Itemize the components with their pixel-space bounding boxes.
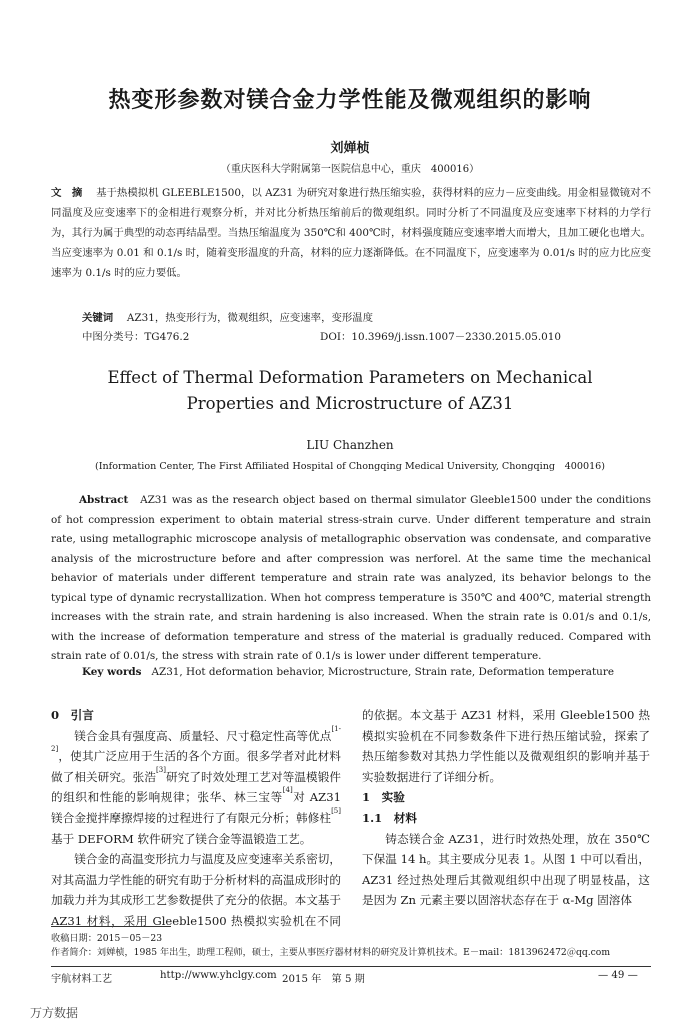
section-heading-experiment: 1 实验 — [362, 790, 405, 805]
paper-title-cn: 热变形参数对镁合金力学性能及微观组织的影响 — [108, 87, 592, 113]
keywords-text-cn: AZ31，热变形行为，微观组织，应变速率，变形温度 — [126, 312, 374, 324]
classification-label: 中图分类号： — [82, 331, 145, 343]
doi: DOI：10.3969/j.issn.1007－2330.2015.05.010 — [320, 331, 562, 343]
footer-divider — [51, 966, 651, 967]
keywords-en — [82, 666, 652, 678]
abstract-label-en: Abstract — [79, 494, 129, 506]
keywords-label-cn: 关键词 — [82, 312, 114, 324]
affiliation-en: (Information Center, The First Affiliated Hospital of Chongqing Medical University, Chongqing 400016) — [94, 461, 606, 472]
abstract-label-cn: 文 摘 — [51, 187, 83, 199]
paper-title-en — [0, 365, 700, 417]
keywords-text-en: AZ31, Hot deformation behavior, Microstructure, Strain rate, Deformation temperature — [151, 666, 614, 678]
citation-ref: [5] — [331, 806, 341, 815]
citation-ref: [4] — [282, 786, 293, 795]
watermark: 万方数据 — [30, 1006, 79, 1020]
section-heading-material: 1.1 材料 — [362, 810, 417, 825]
footer-page-number: — 49 — — [598, 970, 638, 981]
footnote-received: 收稿日期：2015－05－23 — [51, 933, 163, 944]
keywords-cn — [82, 309, 652, 327]
abstract-text-cn: 基于热模拟机 GLEEBLE1500，以 AZ31 为研究对象进行热压缩实验，获得材料的应力－应变曲线。用金相显微镜对不同温度及应变速率下的金相进行观察分析，并对比分析热压缩前后的微观组织。同时分析了不同温度及应变速率下材料的力学行为，其行为属于典型的动态再结晶型。当热压缩温度为 350℃和 400℃时，材料强度随应变速率增大而增大，且加工硬化也增大。当应变速率为 0.01 和 0.1/s 时，随着变形温度的升高，材料的应力逐渐降低。在不同温度下，应变速率为 0.01/s 时的应力比应变速率为 0.1/s 时的应力要低。 — [51, 187, 651, 279]
classification-code: TG476.2 — [144, 331, 190, 343]
footer-issue: 2015 年 第 5 期 — [282, 974, 365, 985]
keywords-label-en: Key words — [82, 666, 142, 678]
footer-url[interactable]: http://www.yhclgy.com — [160, 970, 277, 981]
title-en-line1: Effect of Thermal Deformation Parameters on Mechanical — [107, 368, 593, 387]
citation-ref: [1-2] — [51, 724, 341, 754]
footnote-divider — [51, 926, 171, 927]
abstract-en — [51, 491, 651, 667]
affiliation-cn: （重庆医科大学附属第一医院信息中心，重庆 400016） — [220, 164, 480, 175]
abstract-cn — [51, 183, 651, 283]
classification-cn — [82, 328, 189, 343]
intro-paragraph-2: 镁合金的高温变形抗力与温度及应变速率关系密切，对其高温力学性能的研究有助于分析材料的高温成形时的加载力并为其成形工艺参数提供了充分的依据。本文基于 AZ31 材料，采用 Gleeble1500 热模拟实验机在不同 — [51, 852, 341, 928]
title-en-line2: Properties and Microstructure of AZ31 — [186, 394, 514, 413]
intro-paragraph-2-continued: 的依据。本文基于 AZ31 材料，采用 Gleeble1500 热模拟实验机在不同参数条件下进行热压缩试验，探索了热压缩参数对其热力学性能以及微观组织的影响并基于实验数据进行了详细分析。 — [362, 708, 650, 784]
footer-journal: 宇航材料工艺 — [51, 974, 113, 985]
author-name-en: LIU Chanzhen — [306, 438, 394, 452]
intro-paragraph-1: 镁合金具有强度高、质量轻、尺寸稳定性高等优点[1-2]，使其广泛应用于生活的各个方面。很多学者对此材料做了相关研究。张浩[3]研究了时效处理工艺对等温模锻件的组织和性能的影响规律；张华、林三宝等[4]对 AZ31 镁合金搅拌摩擦焊接的过程进行了有限元分析；韩修柱[5]基于 DEFORM 软件研究了镁合金等温锻造工艺。 — [51, 724, 341, 846]
body-column-left — [51, 705, 341, 931]
author-name-cn: 刘婵桢 — [330, 141, 370, 156]
body-column-right — [362, 705, 650, 911]
abstract-text-en: AZ31 was as the research object based on thermal simulator Gleeble1500 under the conditions of hot compression experiment to obtain material stress-strain curve. Under different temperature and strain rate, using metallographic microscope analysis of metallographic observation was condensate, and comparative analysis of the microstructure before and after compression was nerforel. At the same time the mechanical behavior of materials under different temperature and strain rate was analyzed, its behavior belongs to the typical type of dynamic recrystallization. When hot compress temperature is 350℃ and 400℃, material strength increases with the strain rate, and strain hardening is also increased. When the strain rate is 0.01/s and 0.1/s, with the increase of deformation temperature and stress of the material is gradually reduced. Compared with strain rate of 0.01/s, the stress with strain rate of 0.1/s is lower under different temperature. — [51, 494, 651, 662]
footnote-author-info: 作者简介：刘婵桢，1985 年出生，助理工程师，硕士，主要从事医疗器材材料的研究及计算机技术。E－mail：1813962472＠qq.com — [51, 947, 611, 958]
material-paragraph: 铸态镁合金 AZ31，进行时效热处理，放在 350℃下保温 14 h。其主要成分见表 1。从图 1 中可以看出，AZ31 经过热处理后其微观组织中出现了明显枝晶，这是因为 Zn 元素主要以固溶状态存在于 α-Mg 固溶体 — [362, 831, 650, 908]
section-heading-intro: 0 引言 — [51, 708, 94, 722]
citation-ref: [3] — [156, 765, 166, 774]
